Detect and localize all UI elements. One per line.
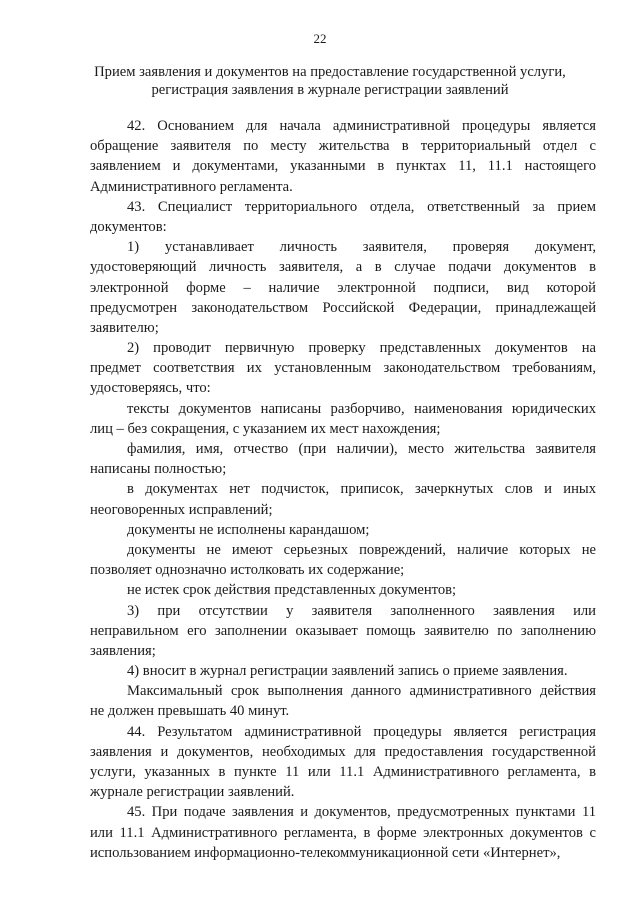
paragraph	[90, 681, 596, 721]
paragraph-line: неправильном его заполнении оказывает помощь заявителю по заполнению	[90, 622, 596, 639]
paragraph	[90, 520, 596, 540]
paragraph	[90, 661, 596, 681]
paragraph-line: 3) при отсутствии у заявителя заполненного заявления или	[127, 602, 596, 619]
paragraph-line: заявления и документов, необходимых для предоставления государственной	[90, 743, 596, 760]
paragraph-line: 44. Результатом административной процедуры является регистрация	[127, 723, 596, 740]
paragraph-line: обращение заявителя по месту жительства в территориальный отдел с	[90, 138, 596, 155]
paragraph	[90, 338, 596, 399]
paragraph-line: заявлением и документами, указанными в пунктах 11, 11.1 настоящего	[90, 158, 596, 175]
paragraph	[90, 540, 596, 580]
document-body	[90, 116, 596, 863]
paragraph	[90, 580, 596, 600]
paragraph-line: предусмотрен законодательством Российской Федерации, принадлежащей	[90, 299, 596, 316]
paragraph	[90, 479, 596, 519]
paragraph-line: 4) вносит в журнал регистрации заявлений запись о приеме заявления.	[127, 663, 568, 680]
paragraph-line: тексты документов написаны разборчиво, наименования юридических	[127, 400, 596, 417]
paragraph-line: удостоверяясь, что:	[90, 380, 211, 397]
paragraph-line: документы не исполнены карандашом;	[127, 521, 370, 538]
paragraph-line: документов:	[90, 218, 167, 235]
paragraph-line: заявления;	[90, 642, 156, 659]
paragraph	[90, 601, 596, 662]
paragraph-line: документы не имеют серьезных повреждений, наличие которых не	[127, 541, 596, 558]
paragraph-line: предмет соответствия их установленным законодательством требованиям,	[90, 360, 596, 377]
paragraph-line: написаны полностью;	[90, 461, 227, 478]
paragraph-line: 1) устанавливает личность заявителя, проверяя документ,	[127, 239, 596, 256]
paragraph-line: электронной форме – наличие электронной подписи, вид которой	[90, 279, 596, 296]
paragraph	[90, 237, 596, 338]
paragraph-line: в документах нет подчисток, приписок, зачеркнутых слов и иных	[127, 481, 596, 498]
paragraph-line: не должен превышать 40 минут.	[90, 703, 290, 720]
paragraph	[90, 802, 596, 863]
paragraph-line: 42. Основанием для начала административной процедуры является	[127, 118, 596, 134]
paragraph-line: не истек срок действия представленных документов;	[127, 582, 457, 599]
page-number: 22	[313, 31, 327, 46]
paragraph-line: фамилия, имя, отчество (при наличии), место жительства заявителя	[127, 441, 596, 457]
paragraph-line: услуги, указанных в пункте 11 или 11.1 Административного регламента, в	[90, 764, 596, 780]
paragraph-line: использованием информационно-телекоммуникационной сети «Интернет»,	[90, 844, 561, 861]
section-title-line: Прием заявления и документов на предоставление государственной услуги,	[94, 64, 566, 80]
paragraph-line: 45. При подаче заявления и документов, предусмотренных пунктами 11	[127, 804, 596, 821]
paragraph-line: удостоверяющий личность заявителя, а в случае подачи документов в	[90, 259, 596, 276]
paragraph-line: 2) проводит первичную проверку представленных документов на	[127, 340, 596, 357]
paragraph-line: или 11.1 Административного регламента, в форме электронных документов с	[90, 824, 596, 841]
paragraph-line: неоговоренных исправлений;	[90, 501, 273, 518]
paragraph-line: заявителю;	[90, 319, 159, 336]
paragraph	[90, 722, 596, 803]
paragraph-line: журнале регистрации заявлений.	[90, 784, 295, 801]
paragraph-line: 43. Специалист территориального отдела, ответственный за прием	[127, 198, 596, 215]
paragraph-line: Максимальный срок выполнения данного административного действия	[127, 683, 596, 700]
paragraph	[90, 197, 596, 237]
section-title	[60, 63, 600, 99]
paragraph-line: лиц – без сокращения, с указанием их мест нахождения;	[90, 420, 441, 437]
paragraph	[90, 399, 596, 439]
paragraph	[90, 439, 596, 479]
paragraph	[90, 116, 596, 197]
section-title-line: регистрация заявления в журнале регистрации заявлений	[151, 82, 509, 98]
paragraph-line: Административного регламента.	[90, 178, 293, 195]
paragraph-line: позволяет однозначно истолковать их содержание;	[90, 562, 405, 579]
